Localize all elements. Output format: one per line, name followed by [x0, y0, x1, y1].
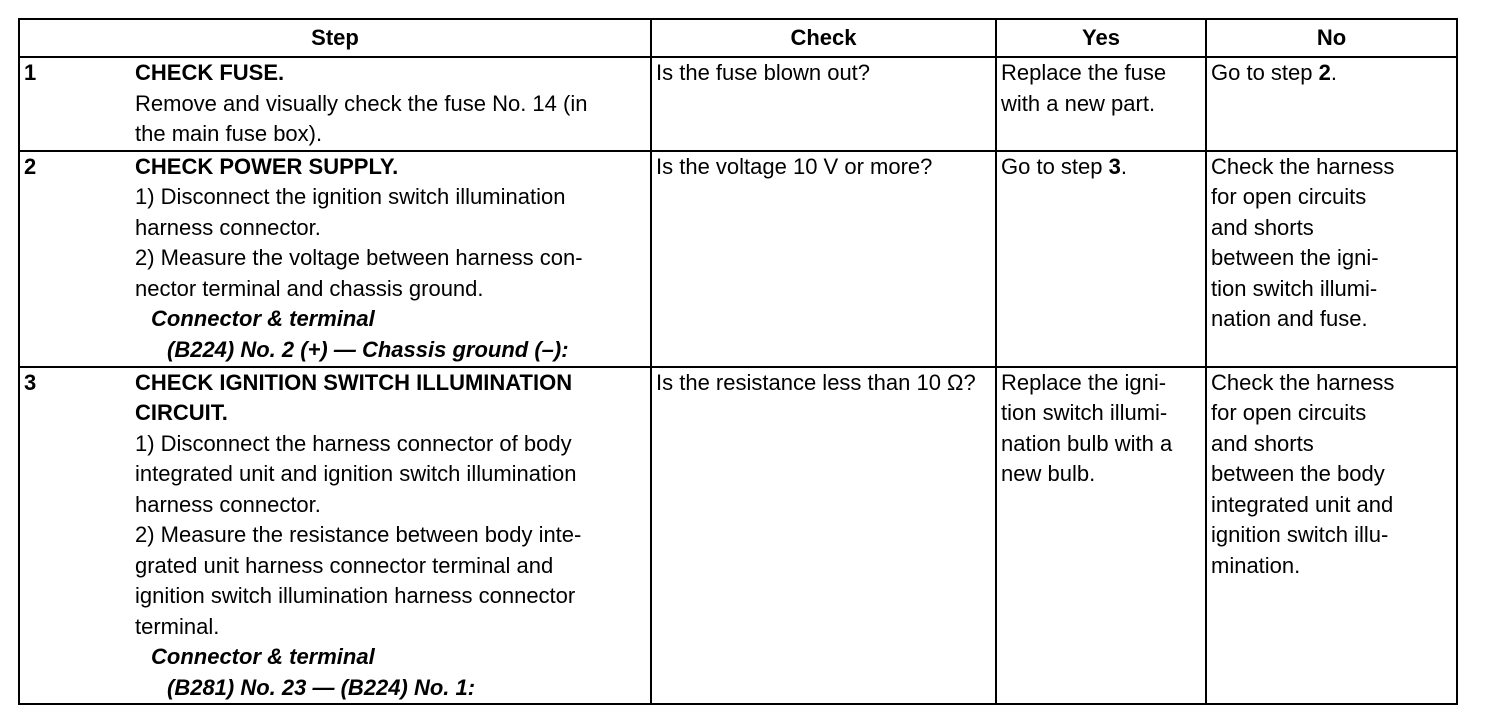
header-row [19, 19, 1457, 57]
no-line: between the body [1211, 461, 1385, 486]
yes-line: tion switch illumi- [1001, 400, 1168, 425]
yes-line: with a new part. [1001, 90, 1156, 116]
no-line: Check the harness [1211, 153, 1395, 179]
no-line: mination. [1211, 552, 1301, 578]
step-number: 2 [19, 151, 131, 367]
connector-value: (B281) No. 23 — (B224) No. 1: [167, 674, 476, 700]
step-line: harness connector. [135, 214, 321, 240]
step-line: nector terminal and chassis ground. [135, 275, 484, 301]
step-line: 2) Measure the resistance between body inte- [135, 522, 582, 547]
check-text: Is the fuse blown out? [656, 60, 871, 85]
step-title: CIRCUIT. [135, 400, 228, 425]
yes-cell [996, 151, 1206, 367]
no-cell [1206, 367, 1457, 705]
header-no: No [1206, 19, 1457, 57]
no-line: for open circuits [1211, 184, 1367, 209]
no-line: tion switch illumi- [1211, 275, 1378, 301]
step-line: grated unit harness connector terminal and [135, 552, 554, 578]
table-row [19, 57, 1457, 151]
no-cell [1206, 151, 1457, 367]
step-line: 1) Disconnect the harness connector of body [135, 430, 572, 456]
no-line: and shorts [1211, 430, 1314, 456]
header-check: Check [651, 19, 996, 57]
table-row [19, 367, 1457, 705]
no-line: Check the harness [1211, 369, 1395, 395]
no-text-suffix: . [1330, 60, 1337, 85]
no-line: between the igni- [1211, 245, 1379, 270]
yes-line: Replace the igni- [1001, 369, 1167, 395]
no-step-ref: 2 [1318, 60, 1331, 85]
yes-step-ref: 3 [1108, 153, 1121, 179]
step-cell [131, 367, 651, 705]
step-line: integrated unit and ignition switch illumination [135, 461, 577, 486]
check-cell [651, 151, 996, 367]
connector-value: (B224) No. 2 (+) — Chassis ground (–): [167, 336, 569, 362]
yes-cell [996, 367, 1206, 705]
no-line: nation and fuse. [1211, 306, 1368, 331]
step-line: terminal. [135, 613, 220, 639]
step-line: 2) Measure the voltage between harness con- [135, 245, 583, 270]
no-line: ignition switch illu- [1211, 522, 1389, 547]
check-text: Is the resistance less than 10 Ω? [656, 369, 976, 395]
connector-label: Connector & terminal [151, 306, 375, 331]
yes-text-prefix: Go to step [1001, 153, 1109, 179]
check-text: Is the voltage 10 V or more? [656, 153, 933, 179]
no-line: for open circuits [1211, 400, 1367, 425]
step-line: 1) Disconnect the ignition switch illumination [135, 184, 566, 209]
step-number: 3 [19, 367, 131, 705]
check-cell [651, 57, 996, 151]
step-title: CHECK FUSE. [135, 60, 285, 85]
step-cell [131, 151, 651, 367]
step-title: CHECK IGNITION SWITCH ILLUMINATION [135, 369, 573, 395]
no-cell [1206, 57, 1457, 151]
step-line: Remove and visually check the fuse No. 14 (in [135, 90, 588, 116]
yes-text-suffix: . [1120, 153, 1127, 179]
yes-line: new bulb. [1001, 461, 1096, 486]
yes-line: nation bulb with a [1001, 430, 1173, 456]
step-line: the main fuse box). [135, 121, 323, 146]
step-cell [131, 57, 651, 151]
yes-line: Replace the fuse [1001, 60, 1167, 85]
header-yes: Yes [996, 19, 1206, 57]
no-text-prefix: Go to step [1211, 60, 1319, 85]
yes-cell [996, 57, 1206, 151]
diagnostic-table [18, 18, 1458, 705]
table-row [19, 151, 1457, 367]
check-cell [651, 367, 996, 705]
step-title: CHECK POWER SUPPLY. [135, 153, 399, 179]
no-line: integrated unit and [1211, 491, 1394, 517]
header-step: Step [19, 19, 651, 57]
no-line: and shorts [1211, 214, 1314, 240]
step-line: ignition switch illumination harness connector [135, 583, 576, 608]
step-number: 1 [19, 57, 131, 151]
connector-label: Connector & terminal [151, 644, 375, 669]
step-line: harness connector. [135, 491, 321, 517]
